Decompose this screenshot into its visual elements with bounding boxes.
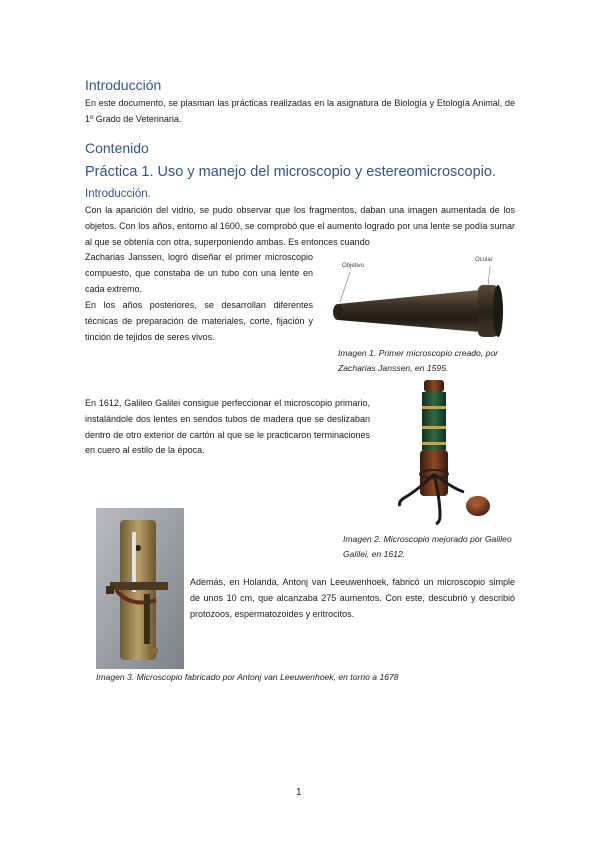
intro-paragraph: En este documento, se plasman las prácticas realizadas en la asignatura de Biología y Etología Animal, de 1º Grado de Veterinaria.: [85, 98, 515, 124]
figure3-caption: Imagen 3. Microscopio fabricado por Antonj van Leeuwenhoek, en torno a 1678: [96, 672, 399, 682]
label-ocular: Ocular: [475, 257, 493, 263]
paragraph-leeuwenhoek: Además, en Holanda, Antonj van Leeuwenhoek, fabricó un microscopio simple de unos 10 cm, que alcanzaba 275 aumentos. Con este, descubrió y describió protozoos, espermatozoides y eritrocitos.: [190, 577, 515, 619]
figure2-caption: Imagen 2. Microscopio mejorado por Galileo Galilei, en 1612.: [343, 534, 512, 559]
figure-leeuwenhoek-microscope: [96, 508, 184, 669]
figure-galileo-microscope: [378, 378, 498, 528]
page-number: 1: [296, 787, 302, 798]
intro-heading: Introducción: [85, 77, 162, 93]
figure1-caption: Imagen 1. Primer microscopio creado, por Zacharias Janssen, en 1595.: [338, 348, 499, 373]
contents-heading: Contenido: [85, 140, 149, 156]
practice-subheading: Introducción.: [85, 188, 151, 200]
paragraph-techniques: En los años posteriores, se desarrollan diferentes técnicas de preparación de materiales, corte, fijación y tinción de tejidos de seres vivos.: [85, 300, 313, 342]
label-objective: Objetivo: [342, 263, 365, 269]
paragraph-janssen: Zacharias Janssen, logró diseñar el primer microscopio compuesto, que constaba de un tubo con una lente en cada extremo.: [85, 252, 313, 294]
practice-title: Práctica 1. Uso y manejo del microscopio y estereomicroscopio.: [85, 164, 496, 180]
figure-janssen-microscope: [330, 252, 520, 347]
paragraph-galileo: En 1612, Galileo Galilei consigue perfeccionar el microscopio primario, instalándole dos lentes en sendos tubos de madera que se deslizaban dentro de otro exterior de cartón al que se le practicaron terminaciones en cuero al estilo de la época.: [85, 398, 370, 456]
paragraph-history: Con la aparición del vidrio, se pudo observar que los fragmentos, daban una imagen aumentada de los objetos. Con los años, entorno al 1600, se comprobó que el aumento logrado por una lente se podía sumar al que se obtenía con otra, superponiendo ambas. Es entonces cuando: [85, 205, 515, 247]
